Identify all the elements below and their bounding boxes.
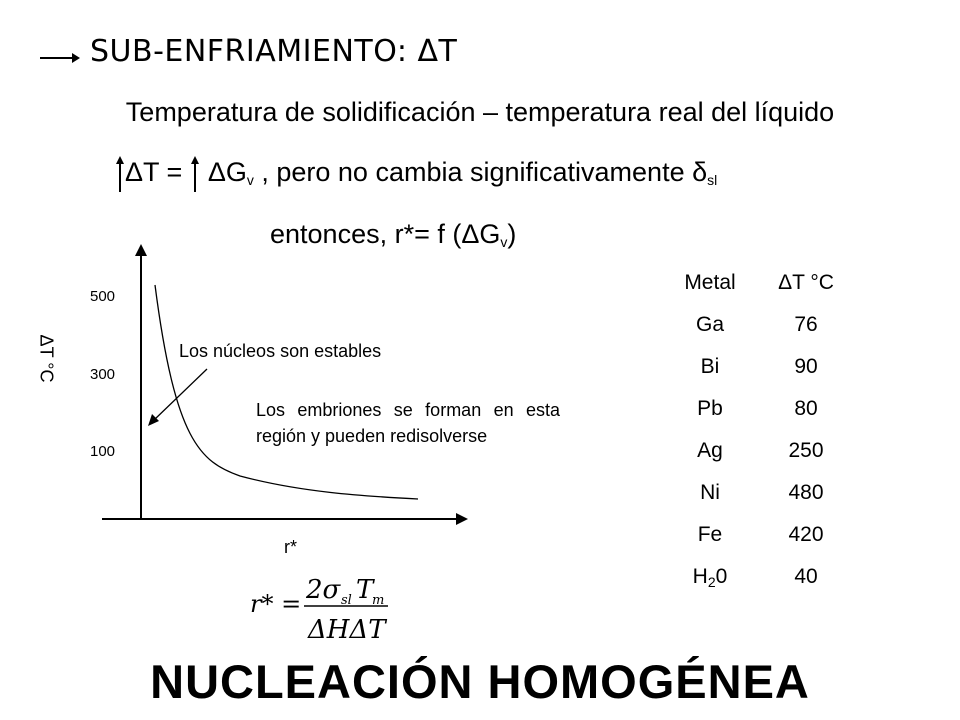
x-axis-label: r* [284, 537, 297, 557]
value-cell: 40 [794, 565, 818, 588]
delta-t-label: ΔT = [125, 157, 190, 188]
definition-line: Temperatura de solidificación – temperatura real del líquido [125, 97, 835, 127]
value-cell: 420 [788, 523, 824, 546]
page-title: NUCLEACIÓN HOMOGÉNEA [150, 655, 810, 708]
y-axis-label: ΔT °C [36, 334, 57, 383]
formula-lhs: r* = [250, 590, 302, 618]
stable-nuclei-label: Los núcleos son estables [179, 341, 382, 361]
delta-subscript: sl [707, 172, 718, 189]
formula-num-sub: sl [341, 593, 352, 608]
right-arrow-icon [38, 46, 82, 66]
critical-radius-formula [248, 568, 398, 644]
table-row [662, 430, 854, 472]
table-header [662, 262, 854, 304]
up-arrow-icon [190, 156, 200, 192]
value-cell: 480 [788, 481, 824, 504]
y-tick-500: 500 [90, 288, 116, 305]
y-tick-100: 100 [90, 443, 116, 460]
header-delta-t: ΔT °C [778, 271, 834, 294]
table-row [662, 514, 854, 556]
metal-cell: Pb [697, 397, 723, 420]
relation-text: , pero no cambia significativamente δ [253, 157, 708, 188]
table-row [662, 556, 854, 598]
metal-cell: $H_20$ [692, 564, 728, 590]
y-axis-arrowhead [135, 244, 147, 256]
formula-num-T-sub: m [372, 593, 385, 608]
value-cell: 76 [794, 313, 818, 336]
metal-cell: Ga [695, 313, 724, 336]
metal-cell: Ag [697, 439, 723, 462]
metal-cell: Ni [700, 481, 720, 504]
y-tick-300: 300 [90, 366, 116, 383]
pointer-line [154, 369, 207, 420]
conclusion-subscript: v [500, 234, 508, 250]
table-row [662, 304, 854, 346]
x-axis-arrowhead [456, 513, 468, 525]
up-arrow-icon [115, 156, 125, 192]
formula-denominator: ΔHΔT [308, 615, 386, 644]
critical-radius-curve [155, 285, 418, 499]
table-row [662, 388, 854, 430]
value-cell: 250 [788, 439, 824, 462]
table-row [662, 472, 854, 514]
formula-numerator: 2σ [306, 575, 341, 605]
pointer-arrowhead [148, 414, 159, 426]
heading: SUB-ENFRIAMIENTO: ΔT [90, 34, 458, 69]
delta-g-subscript: v [246, 172, 254, 189]
value-cell: 80 [794, 397, 818, 420]
metal-cell: Bi [700, 355, 720, 378]
delta-g-label: ΔG [207, 157, 247, 188]
relation-line [115, 156, 717, 192]
table-row [662, 346, 854, 388]
conclusion-line [270, 219, 516, 250]
metal-cell: Fe [697, 523, 723, 546]
conclusion-text: entonces, r*= f (ΔG [270, 219, 501, 249]
formula-num-T: T [356, 575, 374, 605]
embryo-region-label: Los embriones se forman en esta región y pueden redisolverse [256, 400, 560, 446]
conclusion-close: ) [507, 219, 517, 249]
header-metal: Metal [684, 271, 736, 294]
value-cell: 90 [794, 355, 818, 378]
undercooling-table [662, 262, 854, 598]
